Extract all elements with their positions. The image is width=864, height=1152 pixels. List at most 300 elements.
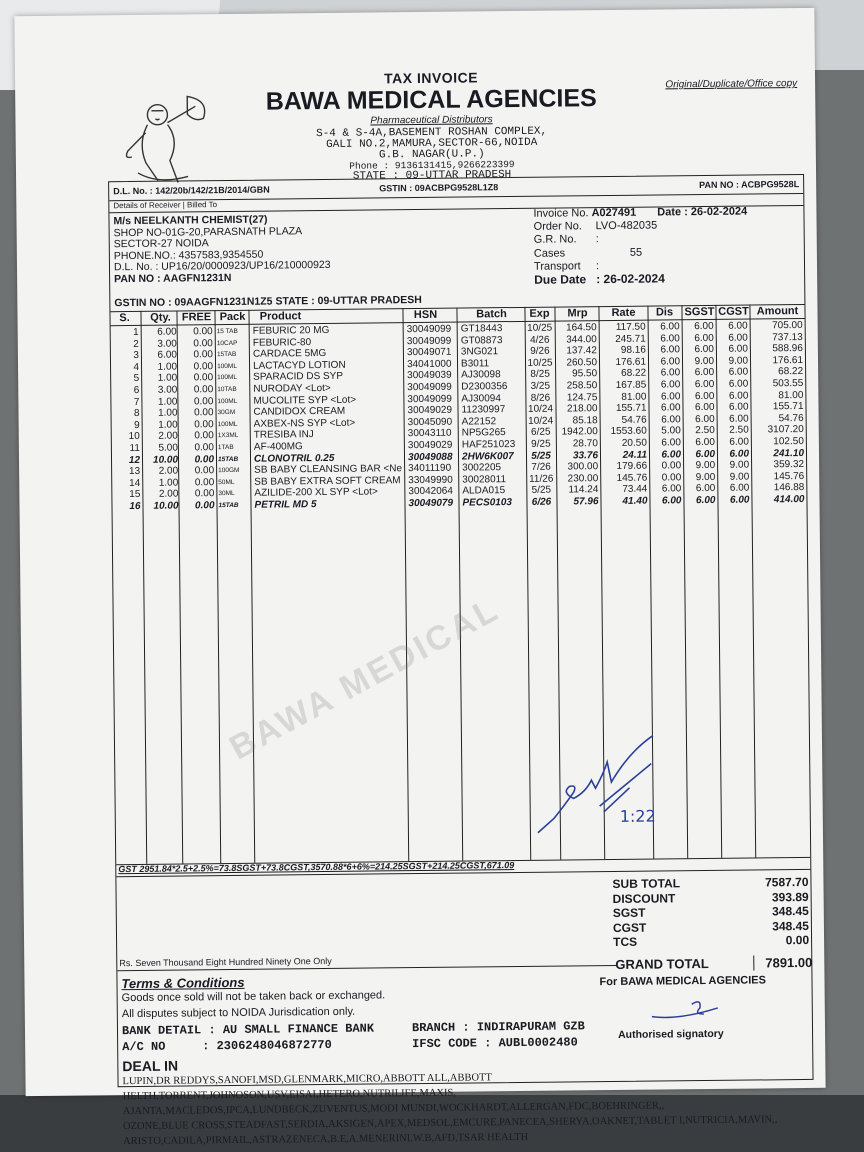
- customer-dl: D.L. No. : UP16/20/0000923/UP16/210000923: [113, 258, 331, 274]
- cell-batch: ALDA015: [462, 485, 506, 497]
- dl-number: D.L. No. : 142/20b/142/21B/2014/GBN: [113, 184, 270, 197]
- cell-qty: 2.00: [158, 488, 179, 501]
- cell-mrp: 164.50: [566, 322, 597, 334]
- cell-pack: 30ML: [218, 490, 235, 498]
- cell-sn: 5: [133, 373, 140, 385]
- cell-qty: 1.00: [158, 419, 178, 431]
- cell-qty: 10.00: [152, 454, 179, 466]
- cell-product: AZILIDE-200 XL SYP <Lot>: [254, 486, 378, 500]
- cell-amount: 145.76: [773, 470, 805, 483]
- col-batch: Batch: [476, 308, 507, 321]
- cell-mrp: 1942.00: [561, 426, 598, 438]
- gst-summary: GST 2951.84*2.5+2.5%=73.8SGST+73.8CGST,3570.88*6+6%=214.25SGST+214.25CGST,671.09: [118, 860, 515, 875]
- cell-batch: GT18443: [460, 323, 503, 335]
- col-amount: Amount: [756, 305, 799, 318]
- cell-product: FEBURIC-80: [252, 336, 312, 349]
- cell-hsn: 30049099: [407, 393, 452, 405]
- cell-pack: 15TAB: [218, 501, 239, 510]
- cell-batch: 3NG021: [460, 346, 499, 358]
- cell-rate: 68.22: [621, 368, 647, 380]
- cell-amount: 588.96: [772, 343, 803, 355]
- cell-pack: 1X3ML: [217, 432, 239, 440]
- transport-value: :: [595, 259, 600, 272]
- cell-sgst: 6.00: [694, 320, 714, 333]
- grand-total-label: GRAND TOTAL: [615, 955, 709, 972]
- cell-product: PETRIL MD 5: [254, 499, 317, 511]
- cell-product: NURODAY <Lot>: [253, 382, 331, 395]
- ifsc-label: IFSC CODE :: [412, 1036, 492, 1052]
- cell-dis: 6.00: [661, 437, 681, 449]
- cell-exp: 11/26: [529, 473, 554, 485]
- total-label: TCS: [613, 934, 638, 949]
- cell-sn: 6: [133, 384, 140, 396]
- col-qty: Qty.: [150, 311, 171, 324]
- deal-line: AJANTA,MACLEDOS,IPCA,LUNDBECK,ZUVENTUS,MODI MUNDI,WOCKHARDT,ALLERGAN,FDC,BOEHRINGER,,: [122, 1100, 665, 1118]
- col-exp: Exp: [529, 307, 550, 320]
- customer-address-1: SHOP NO-01G-20,PARASNATH PLAZA: [113, 224, 303, 239]
- cases-label: Cases: [533, 247, 566, 260]
- cell-amount: 241.10: [773, 447, 805, 459]
- invoice-no-label: Invoice No.: [533, 207, 589, 220]
- cell-sgst: 6.00: [695, 413, 715, 425]
- cell-amount: 503.55: [772, 377, 804, 390]
- cell-mrp: 218.00: [566, 403, 598, 415]
- total-label: SUB TOTAL: [612, 876, 681, 892]
- cell-sgst: 6.00: [694, 402, 715, 414]
- cell-free: 0.00: [194, 465, 215, 477]
- cell-dis: 6.00: [660, 344, 680, 356]
- cell-qty: 3.00: [157, 384, 178, 396]
- cell-qty: 6.00: [157, 326, 177, 338]
- cell-sgst: 2.50: [695, 425, 715, 437]
- cell-exp: 10/25: [527, 322, 553, 334]
- cell-sgst: 6.00: [694, 367, 715, 379]
- deal-in-title: DEAL IN: [122, 1057, 179, 1075]
- cell-batch: 30028011: [462, 473, 507, 486]
- cell-sgst: 6.00: [694, 390, 715, 402]
- cell-batch: PECS0103: [462, 497, 513, 509]
- cell-amount: 68.22: [778, 366, 804, 378]
- cell-rate: 179.66: [616, 460, 648, 473]
- cell-rate: 1553.60: [610, 426, 647, 438]
- deal-line: OZONE,BLUE CROSS,STEADFAST,SERDIA,AKSIGEN,APEX,MEDSOL,EMCURE,PANECEA,SHERYA,OAKNET,TABLET I,NUTRICIA,MAVIN,,: [122, 1114, 778, 1133]
- cell-cgst: 6.00: [728, 401, 749, 413]
- cell-rate: 176.61: [615, 356, 647, 368]
- cell-sgst: 6.00: [694, 344, 714, 356]
- cell-free: 0.00: [193, 326, 213, 338]
- cell-exp: 4/26: [529, 334, 550, 346]
- cell-dis: 6.00: [660, 379, 681, 391]
- cell-hsn: 30049039: [407, 370, 452, 382]
- cell-amount: 705.00: [771, 319, 803, 332]
- cell-sn: 1: [133, 326, 139, 338]
- cell-pack: 50ML: [218, 478, 235, 486]
- cell-mrp: 260.50: [566, 356, 598, 369]
- cell-qty: 1.00: [158, 407, 178, 419]
- cell-hsn: 30049099: [406, 335, 452, 347]
- bank-name: AU SMALL FINANCE BANK: [222, 1021, 375, 1038]
- cell-batch: NP5G265: [461, 427, 506, 439]
- cell-pack: 15TAB: [216, 351, 237, 359]
- cell-free: 0.00: [193, 372, 214, 384]
- address-line: S-4 & S-4A,BASEMENT ROSHAN COMPLEX,: [316, 125, 548, 141]
- cell-sn: 12: [128, 454, 141, 466]
- cell-cgst: 9.00: [728, 355, 749, 367]
- cell-exp: 10/25: [527, 357, 553, 369]
- cell-hsn: 30043110: [407, 428, 452, 440]
- cell-hsn: 34011190: [408, 462, 452, 475]
- cell-free: 0.00: [194, 476, 215, 489]
- cell-pack: 30GM: [217, 409, 236, 417]
- cell-amount: 81.00: [778, 389, 804, 401]
- cell-product: SB BABY CLEANSING BAR <Ne: [254, 463, 403, 476]
- due-date-label: Due Date: [534, 272, 587, 287]
- cell-mrp: 114.24: [568, 484, 599, 496]
- cell-pack: 100ML: [217, 420, 238, 428]
- cell-rate: 167.85: [615, 379, 647, 391]
- cell-mrp: 28.70: [572, 438, 598, 450]
- cell-free: 0.00: [194, 442, 214, 454]
- cell-product: AXBEX-NS SYP <Lot>: [253, 417, 356, 430]
- account-label: A/C NO: [122, 1039, 166, 1055]
- cell-sgst: 9.00: [694, 355, 715, 367]
- cell-dis: 6.00: [661, 483, 682, 495]
- cell-exp: 5/25: [531, 485, 552, 497]
- cell-rate: 145.76: [616, 472, 648, 484]
- address-line: STATE : 09-UTTAR PRADESH: [352, 169, 512, 183]
- cell-amount: 54.76: [778, 412, 804, 425]
- cell-pack: 10CAP: [216, 339, 238, 347]
- cell-hsn: 30049029: [407, 404, 453, 417]
- col-mrp: Mrp: [567, 307, 588, 320]
- total-label: DISCOUNT: [612, 890, 676, 906]
- cell-hsn: 30049099: [407, 381, 452, 394]
- cell-free: 0.00: [194, 488, 215, 500]
- invoice-body: [108, 174, 813, 1148]
- cell-product: SPARACID DS SYP: [253, 371, 344, 384]
- cell-mrp: 137.42: [566, 345, 597, 357]
- cell-dis: 6.00: [661, 495, 682, 507]
- cell-rate: 98.16: [620, 344, 646, 357]
- cell-qty: 1.00: [158, 477, 179, 489]
- cell-amount: 359.32: [773, 459, 805, 471]
- col-sgst: SGST: [684, 305, 715, 319]
- cell-cgst: 6.00: [728, 390, 749, 402]
- cell-mrp: 300.00: [567, 461, 599, 473]
- grand-total-value: 7891.00: [753, 955, 812, 971]
- cell-dis: 6.00: [660, 390, 681, 403]
- cell-rate: 245.71: [615, 333, 646, 345]
- order-no: LVO-482035: [595, 219, 658, 233]
- customer-pan: PAN NO : AAGFN1231N: [114, 271, 232, 285]
- cell-hsn: 30042064: [408, 486, 453, 498]
- address-line: Phone : 9136131415,9266223399: [349, 158, 515, 172]
- cell-amount: 737.13: [772, 331, 803, 343]
- handwritten-time: 1:22: [619, 806, 656, 826]
- copy-label: Original/Duplicate/Office copy: [665, 78, 798, 91]
- cell-sgst: 6.00: [695, 494, 716, 507]
- customer-address-2: SECTOR-27 NOIDA: [113, 237, 209, 251]
- cell-rate: 20.50: [621, 437, 647, 449]
- cell-batch: A22152: [461, 415, 497, 428]
- total-value: 7587.70: [765, 874, 809, 890]
- cell-product: SB BABY EXTRA SOFT CREAM: [254, 474, 401, 488]
- branch-name: INDIRAPURAM GZB: [476, 1019, 585, 1035]
- deal-line: ARISTO,CADILA,PIRMAIL,ASTRAZENECA,B.E,A.MENERINI,W.B,AFD,TSAR HEALTH: [123, 1131, 529, 1148]
- cell-exp: 9/25: [531, 438, 551, 450]
- cell-batch: AJ30098: [461, 369, 501, 381]
- cell-qty: 1.00: [157, 372, 178, 385]
- gstin: GSTIN : 09ACBPG9528L1Z8: [379, 182, 499, 194]
- cell-qty: 1.00: [157, 396, 178, 408]
- cell-product: CLONOTRIL 0.25: [253, 452, 335, 465]
- cell-exp: 9/26: [530, 345, 550, 358]
- col-sn: S.: [119, 312, 130, 325]
- cell-amount: 146.88: [773, 482, 805, 494]
- cell-dis: 6.00: [660, 402, 681, 414]
- deal-line: LUPIN,DR REDDYS,SANOFI,MSD,GLENMARK,MICRO,ABBOTT ALL,ABBOTT HELTH,TORRENT,JOHNOSON,USV,EISAI,HETERO,NUTRILIFE,MAXIS,: [122, 1072, 492, 1103]
- cell-batch: 3002205: [462, 462, 502, 474]
- cell-exp: 5/25: [531, 450, 551, 462]
- cell-product: LACTACYD LOTION: [252, 359, 346, 372]
- cell-exp: 7/26: [531, 461, 551, 474]
- gr-label: G.R. No.: [533, 233, 577, 247]
- cell-sn: 15: [129, 489, 141, 501]
- col-free: FREE: [181, 311, 212, 324]
- watermark: BAWA MEDICAL: [223, 589, 506, 768]
- cell-free: 0.00: [194, 453, 215, 465]
- order-label: Order No.: [533, 220, 582, 233]
- authorised-signatory: Authorised signatory: [618, 1027, 724, 1041]
- cell-hsn: 30049029: [407, 439, 453, 452]
- cell-dis: 6.00: [661, 414, 681, 426]
- cell-pack: 100ML: [217, 362, 237, 370]
- cell-mrp: 33.76: [572, 449, 599, 461]
- cell-mrp: 230.00: [567, 472, 599, 485]
- col-pack: Pack: [219, 310, 246, 324]
- cell-sn: 2: [133, 338, 139, 350]
- deal-in-list: [122, 1067, 813, 1149]
- cell-qty: 5.00: [158, 442, 178, 454]
- cell-free: 0.00: [193, 349, 213, 361]
- cell-cgst: 6.00: [729, 436, 749, 448]
- cell-product: CARDACE 5MG: [252, 348, 327, 360]
- invoice-title: TAX INVOICE: [383, 69, 479, 87]
- cell-free: 0.00: [193, 395, 214, 407]
- cell-rate: 155.71: [615, 402, 647, 415]
- cell-mrp: 57.96: [573, 496, 599, 508]
- col-hsn: HSN: [413, 308, 438, 322]
- total-value: 348.45: [772, 903, 809, 919]
- col-dis: Dis: [655, 306, 674, 319]
- cell-mrp: 95.50: [572, 368, 598, 380]
- cell-hsn: 30049088: [407, 451, 453, 463]
- cell-rate: 41.40: [622, 495, 648, 507]
- cell-batch: 2HW6K007: [461, 450, 514, 463]
- cell-amount: 3107.20: [767, 424, 804, 436]
- customer-gstin: GSTIN NO : 09AAGFN1231N1Z5 STATE : 09-UTTAR PRADESH: [114, 293, 422, 310]
- cell-dis: 6.00: [661, 448, 682, 461]
- cell-cgst: 6.00: [728, 332, 748, 344]
- invoice-no: A027491: [591, 206, 637, 220]
- cell-product: FEBURIC 20 MG: [252, 324, 330, 337]
- cell-exp: 10/24: [528, 415, 554, 427]
- cell-sn: 7: [133, 396, 140, 408]
- cell-free: 0.00: [193, 360, 214, 373]
- cell-qty: 10.00: [153, 500, 179, 512]
- total-value: 0.00: [785, 932, 810, 948]
- pan-number: PAN NO : ACBPG9528L: [699, 179, 800, 191]
- customer-name: M/s NEELKANTH CHEMIST(27): [113, 213, 268, 228]
- cell-sn: 13: [128, 466, 141, 478]
- cell-exp: 10/24: [527, 403, 554, 416]
- cell-exp: 8/25: [530, 369, 550, 381]
- receiver-label: Details of Receiver | Billed To: [113, 200, 218, 211]
- transport-label: Transport: [533, 260, 581, 273]
- total-value: 348.45: [772, 918, 810, 933]
- cell-free: 0.00: [194, 430, 214, 442]
- due-date: : 26-02-2024: [596, 271, 665, 287]
- cell-hsn: 33049990: [408, 474, 453, 486]
- cell-cgst: 6.00: [728, 320, 748, 332]
- cell-exp: 3/25: [530, 380, 551, 392]
- cell-amount: 176.61: [772, 354, 804, 367]
- cell-rate: 73.44: [622, 484, 648, 496]
- cell-pack: 15 TAB: [216, 327, 238, 336]
- terms-title: Terms & Conditions: [121, 974, 245, 992]
- cell-exp: 6/25: [530, 427, 551, 439]
- cell-sn: 3: [133, 350, 139, 362]
- cell-rate: 117.50: [615, 321, 646, 333]
- cell-qty: 2.00: [158, 430, 178, 443]
- cell-sn: 8: [133, 408, 140, 420]
- amount-in-words: Rs. Seven Thousand Eight Hundred Ninety One Only: [119, 955, 332, 969]
- cell-batch: HAF251023: [461, 438, 516, 451]
- cell-pack: 100ML: [217, 397, 238, 405]
- cell-dis: 0.00: [661, 460, 682, 472]
- cell-dis: 6.00: [660, 321, 680, 333]
- cell-hsn: 30049079: [408, 497, 454, 510]
- cell-cgst: 6.00: [729, 413, 749, 425]
- cell-pack: 15TAB: [217, 455, 239, 463]
- cell-sn: 10: [128, 431, 140, 443]
- cell-sgst: 6.00: [695, 448, 716, 460]
- cell-cgst: 9.00: [729, 459, 750, 471]
- company-name: BAWA MEDICAL AGENCIES: [265, 84, 597, 116]
- branch-label: BRANCH :: [411, 1020, 470, 1036]
- col-product: Product: [259, 310, 302, 323]
- cell-product: TRESIBA INJ: [253, 429, 314, 442]
- cell-free: 0.00: [194, 500, 215, 512]
- invoice-info: [533, 206, 748, 287]
- cell-product: AF-400MG: [253, 441, 303, 453]
- total-value: 393.89: [771, 889, 809, 904]
- cell-dis: 0.00: [661, 472, 682, 484]
- ifsc-code: AUBL0002480: [498, 1035, 578, 1051]
- cell-exp: 8/26: [530, 392, 551, 404]
- cell-sn: 9: [134, 419, 140, 431]
- cell-free: 0.00: [193, 337, 213, 349]
- cell-qty: 2.00: [158, 465, 179, 477]
- cell-exp: 6/26: [531, 496, 552, 508]
- cell-batch: GT08873: [460, 334, 503, 347]
- invoice-paper: [14, 8, 825, 1148]
- total-label: SGST: [612, 905, 646, 921]
- cell-cgst: 6.00: [729, 448, 750, 460]
- cell-amount: 102.50: [773, 435, 804, 448]
- cell-qty: 6.00: [157, 349, 177, 361]
- cell-pack: 10TAB: [217, 385, 237, 394]
- cell-cgst: 6.00: [728, 343, 748, 355]
- customer-phone: PHONE.NO.: 4357583,9354550: [113, 248, 264, 262]
- col-cgst: CGST: [718, 305, 749, 318]
- col-rate: Rate: [611, 306, 636, 319]
- cell-mrp: 85.18: [572, 414, 598, 427]
- cell-mrp: 344.00: [566, 333, 597, 346]
- cell-hsn: 30045090: [407, 416, 453, 428]
- cell-sn: 14: [129, 477, 141, 489]
- cell-cgst: 6.00: [729, 482, 750, 495]
- cell-sn: 4: [133, 361, 140, 373]
- cell-rate: 81.00: [621, 391, 647, 403]
- billed-to: [113, 214, 330, 285]
- cell-cgst: 6.00: [728, 366, 749, 379]
- cell-sgst: 9.00: [695, 460, 716, 472]
- cell-free: 0.00: [194, 418, 214, 431]
- cell-pack: 100GM: [218, 467, 240, 475]
- cell-batch: D2300356: [461, 381, 508, 393]
- cell-sgst: 6.00: [695, 436, 715, 449]
- handwritten-signature: [533, 721, 674, 842]
- cell-dis: 6.00: [660, 356, 681, 368]
- cell-mrp: 124.75: [566, 391, 598, 404]
- cell-product: CANDIDOX CREAM: [253, 405, 346, 418]
- invoice-date: 26-02-2024: [690, 205, 748, 219]
- cell-mrp: 258.50: [566, 380, 598, 392]
- cell-dis: 6.00: [660, 367, 681, 379]
- cell-cgst: 6.00: [728, 378, 749, 390]
- cell-hsn: 30049071: [406, 346, 452, 359]
- cell-amount: 155.71: [772, 401, 804, 413]
- cases-value: 55: [629, 246, 643, 259]
- address-line: GALI NO.2,MAMURA,SECTOR-66,NOIDA: [326, 136, 538, 151]
- terms-line-2: All disputes subject to NOIDA Jurisdication only.: [121, 1005, 356, 1021]
- cell-free: 0.00: [194, 407, 214, 419]
- company-subtitle: Pharmaceutical Distributors: [370, 114, 493, 127]
- cell-sn: 16: [129, 500, 141, 513]
- cell-pack: 1TAB: [217, 443, 234, 452]
- cell-sn: 11: [129, 442, 140, 455]
- cell-qty: 3.00: [157, 338, 177, 350]
- date-label: Date :: [657, 206, 688, 219]
- cell-batch: 11230997: [461, 404, 506, 416]
- cell-dis: 5.00: [661, 425, 681, 437]
- cell-sgst: 6.00: [695, 483, 716, 495]
- terms-line-1: Goods once sold will not be taken back or exchanged.: [121, 989, 386, 1005]
- cell-rate: 54.76: [621, 414, 647, 426]
- authorised-signature: [648, 994, 728, 1023]
- cell-sgst: 6.00: [694, 332, 714, 344]
- cell-cgst: 6.00: [729, 494, 750, 506]
- cell-dis: 6.00: [660, 332, 680, 345]
- account-number: : 2306248046872770: [202, 1037, 332, 1054]
- address-line: G.B. NAGAR(U.P.): [378, 148, 485, 162]
- cell-qty: 1.00: [157, 361, 178, 373]
- total-label: CGST: [612, 920, 647, 935]
- for-company: For BAWA MEDICAL AGENCIES: [599, 974, 767, 989]
- cell-hsn: 30049099: [406, 323, 452, 336]
- cell-batch: AJ30094: [461, 392, 501, 405]
